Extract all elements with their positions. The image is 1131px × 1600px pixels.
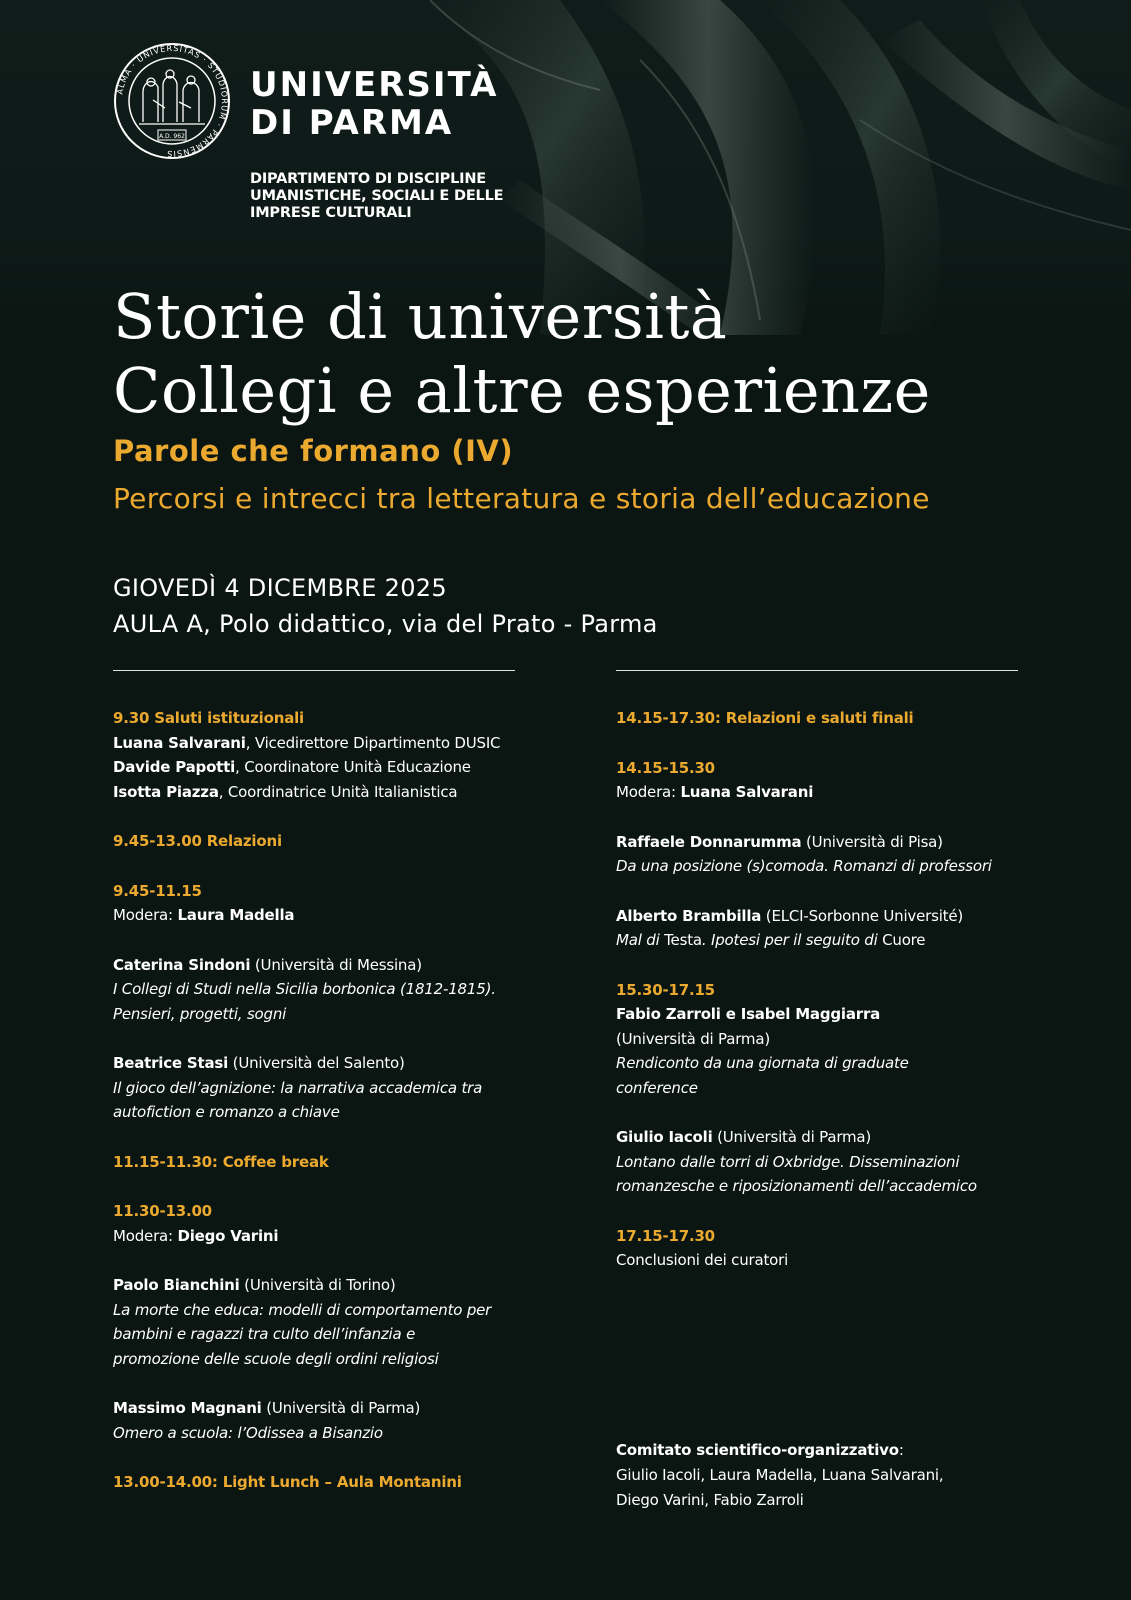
session-time: 17.15-17.30 bbox=[616, 1226, 715, 1245]
speaker-role: , Coordinatrice Unità Italianistica bbox=[218, 782, 458, 801]
greeting-speaker bbox=[113, 755, 533, 780]
moderator-label: Modera: bbox=[113, 906, 178, 924]
event-date: GIOVEDÌ 4 DICEMBRE 2025 bbox=[113, 574, 447, 602]
speaker-affiliation: (Università di Parma) bbox=[616, 1029, 770, 1048]
speaker-name: Alberto Brambilla bbox=[616, 906, 762, 925]
moderator-name: Diego Varini bbox=[177, 1226, 279, 1245]
session-moderator bbox=[113, 903, 533, 928]
event-tagline: Percorsi e intrecci tra letteratura e storia dell’educazione bbox=[113, 482, 930, 515]
talk-speaker bbox=[616, 1125, 1036, 1150]
speaker-affiliation: (Università di Torino) bbox=[239, 1276, 396, 1294]
afternoon-heading: 14.15-17.30: Relazioni e saluti finali bbox=[616, 709, 914, 727]
university-name bbox=[250, 66, 498, 142]
divider-right bbox=[616, 670, 1018, 671]
talk-speaker bbox=[113, 953, 533, 978]
speaker-affiliation: (Università di Parma) bbox=[261, 1399, 421, 1417]
speaker-name: Raffaele Donnarumma bbox=[616, 832, 802, 851]
session-time: 11.30-13.00 bbox=[113, 1202, 212, 1220]
committee-members: Giulio Iacoli, Laura Madella, Luana Salvarani, bbox=[616, 1466, 944, 1484]
moderator-name: Laura Madella bbox=[177, 906, 295, 924]
department-name bbox=[250, 171, 503, 222]
session-time: 14.15-15.30 bbox=[616, 758, 715, 777]
seal-figures-icon bbox=[139, 70, 205, 124]
event-title-line1: Storie di università bbox=[113, 280, 728, 353]
session-moderator bbox=[616, 780, 1036, 805]
moderator-label: Modera: bbox=[113, 1226, 178, 1245]
department-line3: IMPRESE CULTURALI bbox=[250, 205, 412, 221]
speaker-role: , Coordinatore Unità Educazione bbox=[235, 758, 471, 776]
talk-speaker bbox=[616, 904, 1036, 929]
speaker-affiliation: (Università di Pisa) bbox=[801, 832, 943, 851]
talk-title: Omero a scuola: l’Odissea a Bisanzio bbox=[113, 1423, 383, 1442]
university-seal-logo bbox=[113, 42, 231, 160]
talk-title: conference bbox=[616, 1078, 698, 1097]
talk-title: romanzesche e riposizionamenti dell’accademico bbox=[616, 1177, 977, 1195]
seal-text: ALMA · UNIVERSITAS · STUDIORUM · PARMENSIS bbox=[115, 43, 230, 159]
speaker-name: Fabio Zarroli e Isabel Maggiarra bbox=[616, 1005, 881, 1023]
talk-title: Lontano dalle torri di Oxbridge. Disseminazioni bbox=[616, 1152, 960, 1171]
program-morning bbox=[113, 706, 533, 1495]
committee-label: Comitato scientifico-organizzativo bbox=[616, 1441, 899, 1459]
closing-remarks: Conclusioni dei curatori bbox=[616, 1251, 789, 1269]
greeting-speaker bbox=[113, 731, 533, 756]
committee-heading: Comitato scientifico-organizzativo: bbox=[616, 1441, 904, 1459]
speaker-name: Caterina Sindoni bbox=[113, 955, 251, 974]
program-afternoon bbox=[616, 706, 1036, 1273]
talk-speaker bbox=[113, 1396, 533, 1421]
talk-title: I Collegi di Studi nella Sicilia borbonica (1812-1815). bbox=[113, 980, 496, 998]
speaker-name: Luana Salvarani bbox=[113, 733, 246, 752]
talk-speaker bbox=[616, 830, 1036, 855]
divider-left bbox=[113, 670, 515, 671]
talks-heading: 9.45-13.00 Relazioni bbox=[113, 832, 282, 850]
speaker-name: Isotta Piazza bbox=[113, 782, 219, 801]
talk-title: bambini e ragazzi tra culto dell’infanzia e bbox=[113, 1325, 416, 1343]
talk-speaker bbox=[616, 1002, 1036, 1027]
department-line2: UMANISTICHE, SOCIALI E DELLE bbox=[250, 188, 504, 204]
talk-title: Rendiconto da una giornata di graduate bbox=[616, 1054, 909, 1072]
event-when-where bbox=[113, 570, 658, 642]
speaker-name: Beatrice Stasi bbox=[113, 1054, 229, 1072]
talk-title: Da una posizione (s)comoda. Romanzi di professori bbox=[616, 857, 992, 875]
university-name-line1: UNIVERSITÀ bbox=[250, 65, 499, 105]
speaker-affiliation: (Università di Parma) bbox=[712, 1128, 872, 1146]
coffee-break: 11.15-11.30: Coffee break bbox=[113, 1152, 329, 1171]
session-moderator bbox=[113, 1224, 533, 1249]
greeting-speaker bbox=[113, 780, 533, 805]
talk-speaker bbox=[113, 1273, 533, 1298]
speaker-affiliation: (Università del Salento) bbox=[228, 1054, 405, 1072]
talk-title: autofiction e romanzo a chiave bbox=[113, 1103, 340, 1121]
seal-year: A.D. 962 bbox=[159, 133, 185, 140]
organizing-committee bbox=[616, 1438, 943, 1513]
moderator-label: Modera: bbox=[616, 783, 681, 801]
speaker-name: Giulio Iacoli bbox=[616, 1128, 713, 1146]
moderator-name: Luana Salvarani bbox=[680, 783, 814, 801]
department-line1: DIPARTIMENTO DI DISCIPLINE bbox=[250, 171, 486, 187]
talk-title: Il gioco dell’agnizione: la narrativa accademica tra bbox=[113, 1078, 483, 1097]
speaker-affiliation: (Università di Messina) bbox=[250, 955, 422, 974]
university-name-line2: DI PARMA bbox=[250, 103, 454, 143]
talk-title: Pensieri, progetti, sogni bbox=[113, 1004, 287, 1023]
speaker-name: Davide Papotti bbox=[113, 758, 236, 776]
session-time: 9.45-11.15 bbox=[113, 881, 202, 900]
talk-title: Mal di Testa. Ipotesi per il seguito di Cuore bbox=[616, 931, 926, 949]
speaker-affiliation: (ELCI-Sorbonne Université) bbox=[761, 906, 964, 925]
speaker-name: Massimo Magnani bbox=[113, 1399, 262, 1417]
session-time: 15.30-17.15 bbox=[616, 980, 715, 999]
speaker-name: Paolo Bianchini bbox=[113, 1276, 240, 1294]
event-venue: AULA A, Polo didattico, via del Prato - Parma bbox=[113, 610, 658, 638]
talk-title: La morte che educa: modelli di comportamento per bbox=[113, 1300, 492, 1319]
event-title-line2: Collegi e altre esperienze bbox=[113, 354, 931, 427]
event-title bbox=[113, 280, 931, 428]
talk-title: promozione delle scuole degli ordini religiosi bbox=[113, 1349, 439, 1368]
committee-members: Diego Varini, Fabio Zarroli bbox=[616, 1491, 804, 1509]
talk-speaker bbox=[113, 1051, 533, 1076]
speaker-role: , Vicedirettore Dipartimento DUSIC bbox=[245, 733, 501, 752]
greetings-heading: 9.30 Saluti istituzionali bbox=[113, 709, 305, 727]
lunch-break: 13.00-14.00: Light Lunch – Aula Montanini bbox=[113, 1473, 462, 1491]
event-series: Parole che formano (IV) bbox=[113, 434, 514, 468]
